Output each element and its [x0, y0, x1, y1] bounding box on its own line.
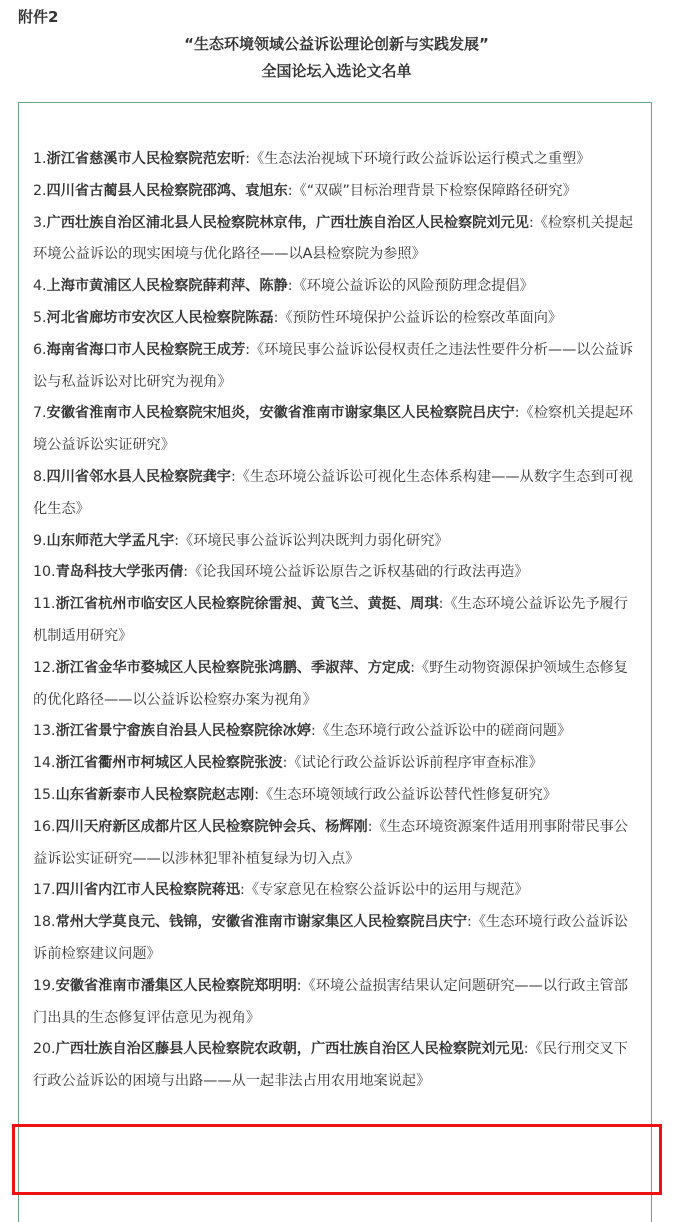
entry-authors: 四川省古蔺县人民检察院邵鸿、袁旭东: [46, 182, 288, 199]
entry-paper-title: 《生态环境公益诉讼先予履行机制适用研究》: [33, 596, 628, 644]
entry-paper-title: 《环境公益损害结果认定问题研究——以行政主管部门出具的生态修复评估意见为视角》: [33, 977, 628, 1026]
list-item: 9.山东师范大学孟凡宇:《环境民事公益诉讼判决既判力弱化研究》: [33, 532, 449, 549]
entry-paper-title: 《生态环境行政公益诉讼诉前检察建议问题》: [33, 914, 628, 962]
list-item: 6.海南省海口市人民检察院王成芳:《环境民事公益诉讼侵权责任之违法性要件分析——以公益诉讼与私益诉讼对比研究为视角》: [33, 341, 634, 390]
entry-paper-title: 《预防性环境保护公益诉讼的检察改革面向》: [278, 309, 563, 326]
entry-authors: 安徽省淮南市潘集区人民检察院郑明明: [55, 977, 297, 994]
entry-paper-title: 《检察机关提起环境公益诉讼的现实困境与优化路径——以A县检察院为参照》: [33, 214, 634, 263]
list-item: 19.安徽省淮南市潘集区人民检察院郑明明:《环境公益损害结果认定问题研究——以行政主管部门出具的生态修复评估意见为视角》: [33, 977, 628, 1026]
entry-authors: 四川天府新区成都片区人民检察院钟会兵、杨辉刚: [55, 818, 368, 835]
entry-paper-title: 《生态环境领域行政公益诉讼替代性修复研究》: [259, 786, 557, 803]
list-item: 14.浙江省衢州市柯城区人民检察院张波:《试论行政公益诉讼诉前程序审查标准》: [33, 755, 543, 772]
entry-authors: 广西壮族自治区浦北县人民检察院林京伟，广西壮族自治区人民检察院刘元见: [46, 214, 529, 231]
list-item: 18.常州大学莫良元、钱锦，安徽省淮南市谢家集区人民检察院吕庆宁:《生态环境行政公益诉讼诉前检察建议问题》: [33, 914, 628, 962]
entry-authors: 安徽省淮南市人民检察院宋旭炎，安徽省淮南市谢家集区人民检察院吕庆宁: [46, 405, 515, 422]
entry-authors: 海南省海口市人民检察院王成芳: [46, 341, 246, 358]
entry-paper-title: 《试论行政公益诉讼诉前程序审查标准》: [287, 755, 543, 772]
list-item: 10.青岛科技大学张丙倩:《论我国环境公益诉讼原告之诉权基础的行政法再造》: [33, 564, 529, 581]
entry-paper-title: 《生态法治视域下环境行政公益诉讼运行模式之重塑》: [249, 151, 591, 167]
entry-authors: 上海市黄浦区人民检察院薛莉萍、陈静: [46, 278, 288, 295]
entry-paper-title: 《专家意见在检察公益诉讼中的运用与规范》: [244, 882, 529, 899]
entry-paper-title: 《论我国环境公益诉讼原告之诉权基础的行政法再造》: [188, 564, 529, 581]
list-item: 12.浙江省金华市婺城区人民检察院张鸿鹏、季淑萍、方定成:《野生动物资源保护领域生态修复的优化路径——以公益诉讼检察办案为视角》: [33, 659, 628, 708]
attachment-label: 附件2: [18, 8, 59, 26]
entry-paper-title: 《野生动物资源保护领域生态修复的优化路径——以公益诉讼检察办案为视角》: [33, 659, 628, 708]
list-item: 3.广西壮族自治区浦北县人民检察院林京伟，广西壮族自治区人民检察院刘元见:《检察机关提起环境公益诉讼的现实困境与优化路径——以A县检察院为参照》: [33, 214, 634, 263]
list-item: 2.四川省古蔺县人民检察院邵鸿、袁旭东:《“双碳”目标治理背景下检察保障路径研究》: [33, 182, 577, 199]
entry-paper-title: 《环境公益诉讼的风险预防理念提倡》: [292, 278, 534, 295]
entry-paper-title: 《“双碳”目标治理背景下检察保障路径研究》: [292, 182, 577, 199]
entry-paper-title: 《环境民事公益诉讼侵权责任之违法性要件分析——以公益诉讼与私益诉讼对比研究为视角》: [33, 341, 634, 390]
entry-paper-title: 《生态环境公益诉讼可视化生态体系构建——从数字生态到可视化生态》: [33, 468, 634, 517]
entry-paper-title: 《检察机关提起环境公益诉讼实证研究》: [33, 405, 634, 454]
list-item: 11.浙江省杭州市临安区人民检察院徐雷昶、黄飞兰、黄挺、周琪:《生态环境公益诉讼先予履行机制适用研究》: [33, 596, 628, 644]
entry-paper-title: 《生态环境资源案件适用刑事附带民事公益诉讼实证研究——以涉林犯罪补植复绿为切入点》: [33, 818, 628, 867]
list-item: 17.四川省内江市人民检察院蒋迅:《专家意见在检察公益诉讼中的运用与规范》: [33, 882, 529, 899]
entry-paper-title: 《环境民事公益诉讼判决既判力弱化研究》: [179, 532, 449, 549]
entry-authors: 浙江省金华市婺城区人民检察院张鸿鹏、季淑萍、方定成: [55, 659, 411, 676]
entry-authors: 广西壮族自治区藤县人民检察院农政朝，广西壮族自治区人民检察院刘元见: [55, 1041, 524, 1058]
list-item: 15.山东省新泰市人民检察院赵志刚:《生态环境领域行政公益诉讼替代性修复研究》: [33, 786, 557, 803]
entry-authors: 山东师范大学孟凡宇: [46, 532, 175, 549]
entry-authors: 浙江省衢州市柯城区人民检察院张波: [55, 755, 283, 772]
entry-authors: 山东省新泰市人民检察院赵志刚: [55, 786, 255, 803]
list-item: 1.浙江省慈溪市人民检察院范宏昕:《生态法治视域下环境行政公益诉讼运行模式之重塑》: [33, 151, 591, 167]
list-item-highlighted: 20.广西壮族自治区藤县人民检察院农政朝，广西壮族自治区人民检察院刘元见:《民行刑交叉下行政公益诉讼的困境与出路——从一起非法占用农用地案说起》: [33, 1041, 628, 1090]
document-title: “生态环境领域公益诉讼理论创新与实践发展”: [184, 35, 489, 53]
entry-authors: 浙江省景宁畲族自治县人民检察院徐冰婷: [55, 723, 311, 740]
list-item: 16.四川天府新区成都片区人民检察院钟会兵、杨辉刚:《生态环境资源案件适用刑事附带民事公益诉讼实证研究——以涉林犯罪补植复绿为切入点》: [33, 818, 628, 867]
entry-authors: 四川省邻水县人民检察院龚宇: [46, 468, 231, 485]
list-item: 13.浙江省景宁畲族自治县人民检察院徐冰婷:《生态环境行政公益诉讼中的磋商问题》: [33, 723, 572, 740]
entry-authors: 河北省廊坊市安次区人民检察院陈磊: [46, 309, 274, 326]
entry-authors: 常州大学莫良元、钱锦，安徽省淮南市谢家集区人民检察院吕庆宁: [55, 914, 468, 931]
entry-paper-title: 《生态环境行政公益诉讼中的磋商问题》: [315, 723, 572, 740]
list-item: 4.上海市黄浦区人民检察院薛莉萍、陈静:《环境公益诉讼的风险预防理念提倡》: [33, 278, 534, 295]
list-item: 8.四川省邻水县人民检察院龚宇:《生态环境公益诉讼可视化生态体系构建——从数字生态到可视化生态》: [33, 468, 634, 517]
entry-authors: 浙江省杭州市临安区人民检察院徐雷昶、黄飞兰、黄挺、周琪: [55, 596, 439, 613]
entry-authors: 青岛科技大学张丙倩: [55, 564, 184, 581]
entry-authors: 浙江省慈溪市人民检察院范宏昕: [46, 151, 246, 167]
list-item: 5.河北省廊坊市安次区人民检察院陈磊:《预防性环境保护公益诉讼的检察改革面向》: [33, 309, 563, 326]
entry-authors: 四川省内江市人民检察院蒋迅: [55, 882, 241, 899]
list-item: 7.安徽省淮南市人民检察院宋旭炎，安徽省淮南市谢家集区人民检察院吕庆宁:《检察机关提起环境公益诉讼实证研究》: [33, 405, 634, 454]
document-subtitle: 全国论坛入选论文名单: [261, 62, 412, 80]
entry-paper-title: 《民行刑交叉下行政公益诉讼的困境与出路——从一起非法占用农用地案说起》: [33, 1041, 628, 1090]
paper-list: [33, 144, 641, 1098]
